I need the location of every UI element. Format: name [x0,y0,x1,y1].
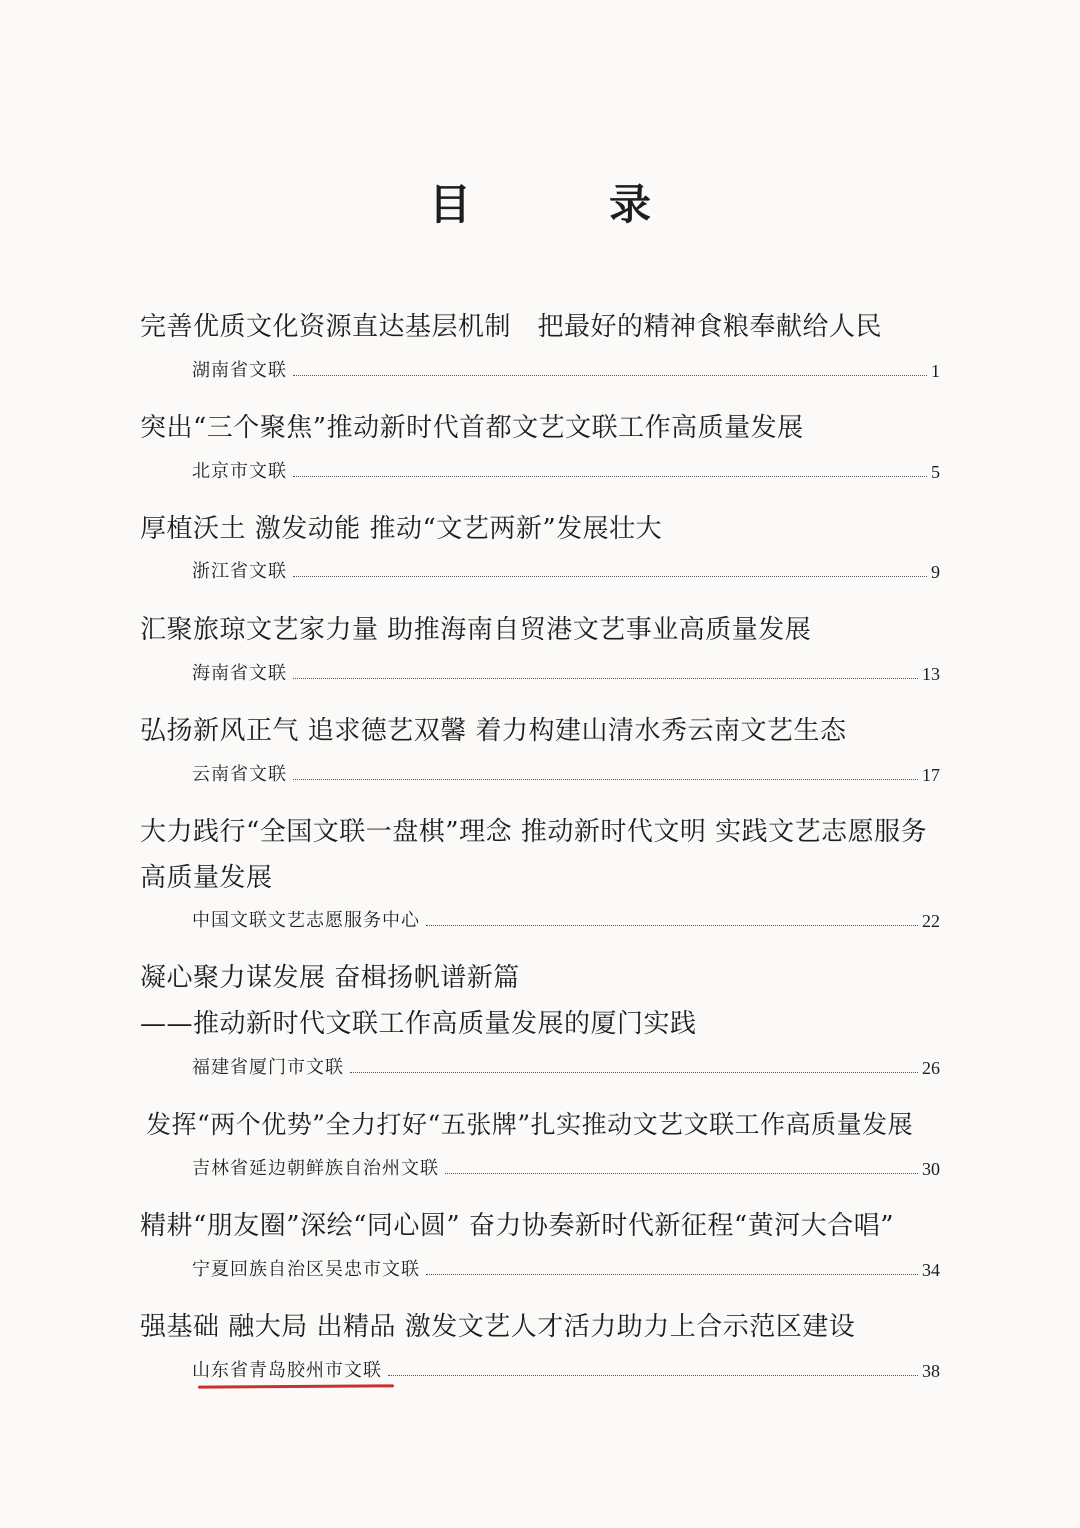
entry-meta [192,1255,940,1281]
entry-page-number: 17 [922,765,940,785]
entry-author: 中国文联文艺志愿服务中心 [192,910,420,931]
entry-author: 湖南省文联 [192,360,287,381]
dot-leader [445,1173,918,1174]
dot-leader [350,1072,918,1073]
entry-meta [192,457,940,483]
entry-author: 浙江省文联 [192,561,287,582]
entry-meta [192,1154,940,1180]
entry-author: 宁夏回族自治区吴忠市文联 [192,1259,420,1280]
entry-author: 福建省厦门市文联 [192,1057,344,1078]
entry-author: 云南省文联 [192,764,287,785]
entry-page-number: 22 [922,911,940,931]
entry-title: 弘扬新风正气 追求德艺双馨 着力构建山清水秀云南文艺生态 [140,716,847,746]
dot-leader [293,576,927,577]
entry-title: 大力践行“全国文联一盘棋”理念 推动新时代文明 实践文艺志愿服务 [140,817,928,847]
entry-title: 汇聚旅琼文艺家力量 助推海南自贸港文艺事业高质量发展 [140,615,812,645]
red-underline-highlight [198,1384,394,1388]
dot-leader [293,678,918,679]
entry-page-number: 13 [922,664,940,684]
entry-page-number: 38 [922,1361,940,1381]
entry-page-number: 30 [922,1159,940,1179]
entry-author: 吉林省延边朝鲜族自治州文联 [192,1158,439,1179]
entry-title: 凝心聚力谋发展 奋楫扬帆谱新篇 [140,963,520,993]
dot-leader [426,1274,918,1275]
entry-page-number: 9 [931,562,940,582]
dot-leader [293,476,927,477]
entry-author: 海南省文联 [192,663,287,684]
dot-leader [426,925,918,926]
entry-page-number: 1 [931,361,940,381]
entry-meta [192,760,940,786]
entry-meta [192,659,940,685]
entry-title: 突出“三个聚焦”推动新时代首都文艺文联工作高质量发展 [140,413,804,443]
entry-author: 山东省青岛胶州市文联 [192,1360,382,1381]
dot-leader [293,779,918,780]
dot-leader [293,375,927,376]
entry-title-continuation: 高质量发展 [140,863,273,893]
dot-leader [388,1375,918,1376]
entry-meta [192,557,940,583]
entry-subtitle: ——推动新时代文联工作高质量发展的厦门实践 [140,1009,697,1039]
entry-page-number: 26 [922,1058,940,1078]
entry-author: 北京市文联 [192,461,287,482]
entry-meta [192,1053,940,1079]
entry-meta [192,1356,940,1382]
entry-meta [192,906,940,932]
entry-page-number: 34 [922,1260,940,1280]
entry-title: 发挥“两个优势”全力打好“五张牌”扎实推动文艺文联工作高质量发展 [146,1110,914,1139]
entry-meta [192,356,940,382]
page-title: 目 录 [428,180,699,229]
entry-title: 强基础 融大局 出精品 激发文艺人才活力助力上合示范区建设 [140,1312,856,1342]
entry-title: 完善优质文化资源直达基层机制 把最好的精神食粮奉献给人民 [140,312,883,342]
entry-title: 厚植沃土 激发动能 推动“文艺两新”发展壮大 [140,514,663,544]
entry-page-number: 5 [931,462,940,482]
entry-title: 精耕“朋友圈”深绘“同心圆” 奋力协奏新时代新征程“黄河大合唱” [140,1211,895,1241]
